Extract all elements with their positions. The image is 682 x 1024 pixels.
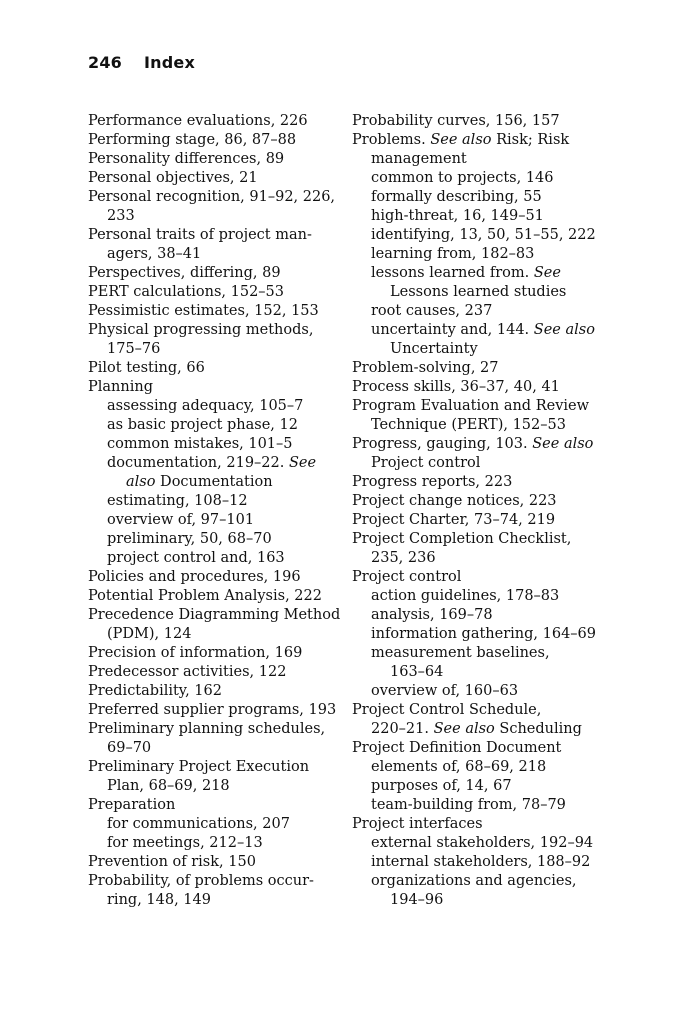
entry-text: Performing stage, 86, 87–88 bbox=[88, 132, 297, 148]
index-subentry bbox=[88, 397, 336, 416]
entry-text: 163–64 bbox=[390, 664, 444, 680]
index-subentry bbox=[352, 891, 612, 910]
index-subentry bbox=[88, 511, 336, 530]
index-subentry bbox=[352, 606, 612, 625]
entry-text: external stakeholders, 192–94 bbox=[371, 835, 594, 851]
entry-text: Preliminary planning schedules, bbox=[88, 721, 326, 737]
entry-text: Precision of information, 169 bbox=[88, 645, 303, 661]
entry-text: Process skills, 36–37, 40, 41 bbox=[352, 379, 560, 395]
entry-text: Problem-solving, 27 bbox=[352, 360, 499, 376]
index-subentry bbox=[88, 625, 336, 644]
cross-reference-label: See also bbox=[430, 132, 492, 148]
index-subentry bbox=[352, 796, 612, 815]
index-subentry bbox=[352, 549, 612, 568]
index-entry bbox=[88, 378, 336, 397]
index-entry bbox=[352, 359, 612, 378]
entry-text: Probability, of problems occur- bbox=[88, 873, 314, 889]
index-entry bbox=[352, 397, 612, 416]
entry-text: preliminary, 50, 68–70 bbox=[107, 531, 272, 547]
index-subentry bbox=[88, 340, 336, 359]
index-entry bbox=[352, 815, 612, 834]
entry-text: common to projects, 146 bbox=[371, 170, 554, 186]
index-subentry bbox=[88, 891, 336, 910]
index-subentry bbox=[352, 587, 612, 606]
index-entry bbox=[352, 568, 612, 587]
entry-text: 175–76 bbox=[107, 341, 161, 357]
index-subentry bbox=[352, 682, 612, 701]
entry-text: analysis, 169–78 bbox=[371, 607, 493, 623]
index-subentry bbox=[352, 188, 612, 207]
index-entry bbox=[88, 796, 336, 815]
index-subentry bbox=[88, 454, 336, 473]
index-entry bbox=[88, 872, 336, 891]
entry-text: PERT calculations, 152–53 bbox=[88, 284, 284, 300]
entry-text: Preliminary Project Execution bbox=[88, 759, 310, 775]
entry-text: Project interfaces bbox=[352, 816, 483, 832]
index-subentry bbox=[352, 226, 612, 245]
index-subentry bbox=[88, 416, 336, 435]
index-subentry bbox=[88, 435, 336, 454]
index-subentry bbox=[352, 834, 612, 853]
entry-text: Predictability, 162 bbox=[88, 683, 222, 699]
index-subentry bbox=[352, 416, 612, 435]
entry-text: common mistakes, 101–5 bbox=[107, 436, 293, 452]
index-entry bbox=[88, 150, 336, 169]
index-subentry bbox=[352, 872, 612, 891]
entry-text: Personal traits of project man- bbox=[88, 227, 312, 243]
entry-text: ring, 148, 149 bbox=[107, 892, 211, 908]
cross-reference-label: See also bbox=[533, 322, 595, 338]
entry-text: Uncertainty bbox=[390, 341, 478, 357]
entry-text: purposes of, 14, 67 bbox=[371, 778, 512, 794]
entry-text: Prevention of risk, 150 bbox=[88, 854, 256, 870]
index-entry bbox=[352, 530, 612, 549]
entry-text: Progress reports, 223 bbox=[352, 474, 513, 490]
entry-text: Personal recognition, 91–92, 226, bbox=[88, 189, 336, 205]
entry-text: Precedence Diagramming Method bbox=[88, 607, 341, 623]
index-subentry bbox=[88, 492, 336, 511]
entry-text: Personality differences, 89 bbox=[88, 151, 285, 167]
index-entry bbox=[88, 587, 336, 606]
entry-text: Project Definition Document bbox=[352, 740, 562, 756]
index-entry bbox=[88, 606, 341, 625]
index-subentry bbox=[352, 758, 612, 777]
index-entry bbox=[88, 644, 336, 663]
index-entry bbox=[352, 435, 612, 454]
index-subentry bbox=[88, 549, 336, 568]
index-entry bbox=[88, 568, 336, 587]
entry-text: overview of, 160–63 bbox=[371, 683, 519, 699]
index-entry bbox=[88, 283, 336, 302]
entry-text: estimating, 108–12 bbox=[107, 493, 248, 509]
index-subentry bbox=[88, 473, 336, 492]
index-subentry bbox=[88, 739, 336, 758]
entry-text: Physical progressing methods, bbox=[88, 322, 314, 338]
index-entry bbox=[88, 169, 336, 188]
entry-text: Policies and procedures, 196 bbox=[88, 569, 301, 585]
index-entry bbox=[88, 131, 336, 150]
index-subentry bbox=[88, 834, 336, 853]
entry-text: measurement baselines, bbox=[371, 645, 550, 661]
entry-text: 235, 236 bbox=[371, 550, 436, 566]
index-entry bbox=[352, 701, 612, 720]
entry-text: Project control bbox=[352, 569, 462, 585]
entry-text: Risk; Risk bbox=[491, 132, 570, 148]
index-subentry bbox=[352, 663, 612, 682]
index-entry bbox=[88, 264, 336, 283]
index-entry bbox=[352, 739, 612, 758]
cross-reference-label: See also bbox=[433, 721, 495, 737]
entry-text: uncertainty and, 144. bbox=[371, 322, 534, 338]
index-subentry bbox=[352, 454, 612, 473]
entry-text: Probability curves, 156, 157 bbox=[352, 113, 560, 129]
index-entry bbox=[352, 511, 612, 530]
entry-text: Lessons learned studies bbox=[390, 284, 567, 300]
entry-text: 69–70 bbox=[107, 740, 152, 756]
index-subentry bbox=[352, 207, 612, 226]
entry-text: Plan, 68–69, 218 bbox=[107, 778, 230, 794]
entry-text: Project Charter, 73–74, 219 bbox=[352, 512, 556, 528]
entry-text: Progress, gauging, 103. bbox=[352, 436, 533, 452]
index-entry bbox=[88, 758, 336, 777]
entry-text: project control and, 163 bbox=[107, 550, 285, 566]
index-subentry bbox=[352, 264, 612, 283]
entry-text: management bbox=[371, 151, 467, 167]
entry-text: Pessimistic estimates, 152, 153 bbox=[88, 303, 319, 319]
index-subentry bbox=[88, 207, 336, 226]
index-subentry bbox=[352, 625, 612, 644]
entry-text: as basic project phase, 12 bbox=[107, 417, 298, 433]
entry-text: Program Evaluation and Review bbox=[352, 398, 590, 414]
index-entry bbox=[352, 112, 612, 131]
index-subentry bbox=[352, 169, 612, 188]
index-entry bbox=[88, 853, 336, 872]
index-subentry bbox=[88, 530, 336, 549]
entry-text: assessing adequacy, 105–7 bbox=[107, 398, 304, 414]
entry-text: Preferred supplier programs, 193 bbox=[88, 702, 337, 718]
index-subentry bbox=[88, 245, 336, 264]
index-entry bbox=[88, 321, 336, 340]
entry-text: information gathering, 164–69 bbox=[371, 626, 596, 642]
index-entry bbox=[88, 682, 336, 701]
entry-text: Project change notices, 223 bbox=[352, 493, 557, 509]
index-entry bbox=[88, 112, 336, 131]
index-entry bbox=[88, 663, 336, 682]
entry-text: Performance evaluations, 226 bbox=[88, 113, 308, 129]
entry-text: learning from, 182–83 bbox=[371, 246, 535, 262]
cross-reference-label: also bbox=[126, 474, 156, 490]
entry-text: for communications, 207 bbox=[107, 816, 290, 832]
entry-text: Planning bbox=[88, 379, 153, 395]
index-subentry bbox=[352, 283, 612, 302]
entry-text: documentation, 219–22. bbox=[107, 455, 289, 471]
page-number: 246 bbox=[88, 53, 122, 72]
index-subentry bbox=[352, 245, 612, 264]
index-subentry bbox=[352, 321, 612, 340]
index-subentry bbox=[88, 777, 336, 796]
index-subentry bbox=[352, 644, 612, 663]
index-subentry bbox=[352, 340, 612, 359]
index-entry bbox=[88, 359, 336, 378]
entry-text: Problems. bbox=[352, 132, 431, 148]
index-entry bbox=[352, 473, 612, 492]
index-entry bbox=[352, 378, 612, 397]
entry-text: Perspectives, differing, 89 bbox=[88, 265, 281, 281]
index-subentry bbox=[352, 302, 612, 321]
entry-text: formally describing, 55 bbox=[371, 189, 542, 205]
index-subentry bbox=[352, 720, 612, 739]
entry-text: 233 bbox=[107, 208, 135, 224]
entry-text: Documentation bbox=[155, 474, 273, 490]
entry-text: Personal objectives, 21 bbox=[88, 170, 258, 186]
entry-text: team-building from, 78–79 bbox=[371, 797, 566, 813]
index-entry bbox=[88, 226, 336, 245]
running-head bbox=[88, 53, 195, 72]
entry-text: agers, 38–41 bbox=[107, 246, 202, 262]
cross-reference-label: See bbox=[533, 265, 561, 281]
index-subentry bbox=[352, 777, 612, 796]
cross-reference-label: See also bbox=[532, 436, 594, 452]
entry-text: elements of, 68–69, 218 bbox=[371, 759, 547, 775]
index-column-left bbox=[88, 112, 341, 910]
index-entry bbox=[88, 720, 336, 739]
entry-text: overview of, 97–101 bbox=[107, 512, 255, 528]
entry-text: action guidelines, 178–83 bbox=[371, 588, 560, 604]
entry-text: lessons learned from. bbox=[371, 265, 534, 281]
entry-text: Technique (PERT), 152–53 bbox=[371, 417, 566, 433]
entry-text: Potential Problem Analysis, 222 bbox=[88, 588, 322, 604]
index-subentry bbox=[352, 150, 612, 169]
entry-text: root causes, 237 bbox=[371, 303, 493, 319]
entry-text: identifying, 13, 50, 51–55, 222 bbox=[371, 227, 596, 243]
index-entry bbox=[352, 131, 612, 150]
entry-text: high-threat, 16, 149–51 bbox=[371, 208, 544, 224]
entry-text: Project control bbox=[371, 455, 481, 471]
entry-text: for meetings, 212–13 bbox=[107, 835, 263, 851]
entry-text: 220–21. bbox=[371, 721, 434, 737]
entry-text: Predecessor activities, 122 bbox=[88, 664, 287, 680]
entry-text: internal stakeholders, 188–92 bbox=[371, 854, 591, 870]
entry-text: organizations and agencies, bbox=[371, 873, 577, 889]
entry-text: (PDM), 124 bbox=[107, 626, 192, 642]
index-column-right bbox=[352, 112, 612, 910]
entry-text: Pilot testing, 66 bbox=[88, 360, 205, 376]
index-entry bbox=[88, 701, 336, 720]
index-subentry bbox=[88, 815, 336, 834]
index-entry bbox=[88, 188, 336, 207]
index-subentry bbox=[352, 853, 612, 872]
index-entry bbox=[352, 492, 612, 511]
index-entry bbox=[88, 302, 336, 321]
entry-text: Project Completion Checklist, bbox=[352, 531, 572, 547]
entry-text: Preparation bbox=[88, 797, 176, 813]
cross-reference-label: See bbox=[288, 455, 317, 471]
running-head-title: Index bbox=[144, 53, 195, 72]
entry-text: Scheduling bbox=[494, 721, 582, 737]
entry-text: 194–96 bbox=[390, 892, 444, 908]
entry-text: Project Control Schedule, bbox=[352, 702, 542, 718]
